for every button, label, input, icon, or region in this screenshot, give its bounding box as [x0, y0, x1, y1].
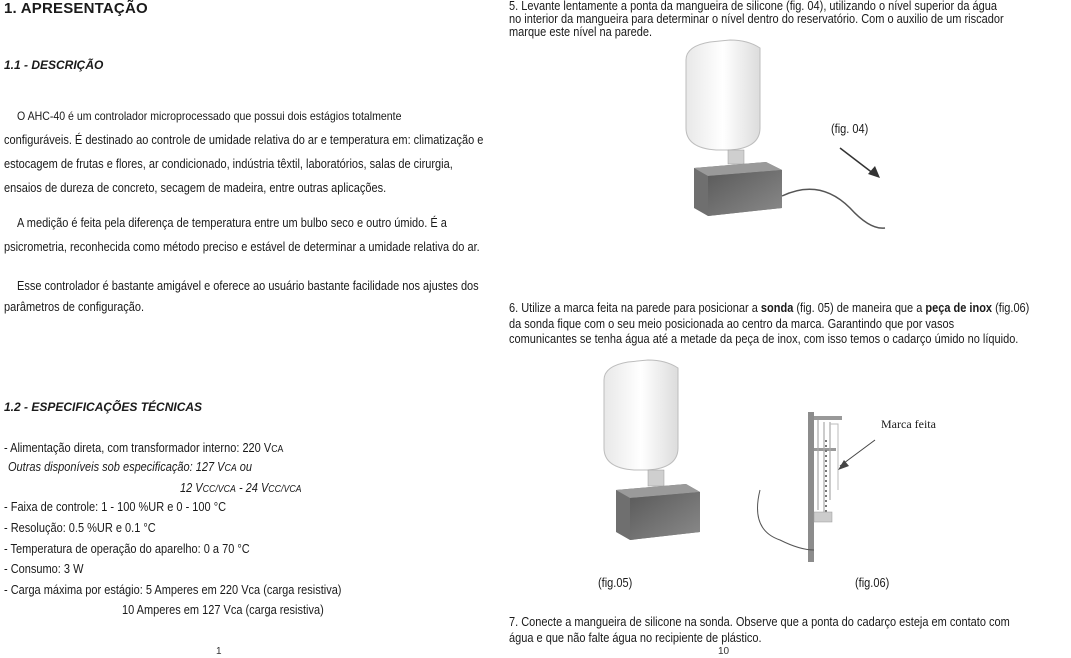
- text-line: A medição é feita pela diferença de temperatura entre um bulbo seco e outro úmido. É a: [17, 216, 447, 230]
- spec-load-220: - Carga máxima por estágio: 5 Amperes em 220 Vca (carga resistiva): [4, 583, 342, 597]
- friendly-continued: [4, 295, 163, 319]
- spec-operating-temp: - Temperatura de operação do aparelho: 0 a 70 °C: [4, 542, 250, 556]
- marca-feita-label: Marca feita: [881, 417, 936, 431]
- step-6-line-1: [509, 301, 1029, 315]
- page-title: 1. APRESENTAÇÃO: [4, 0, 148, 17]
- text: 6. Utilize a marca feita na parede para posicionar a: [509, 301, 761, 315]
- probe-frame: [830, 424, 838, 490]
- bold-text: peça de inox: [925, 301, 993, 315]
- spec-consumption: - Consumo: 3 W: [4, 562, 84, 576]
- spec-text: ou: [236, 460, 253, 474]
- step-5-paragraph: [509, 0, 1071, 39]
- unit-text: CC/VCA: [268, 484, 302, 495]
- description-continued: [4, 128, 549, 200]
- bottle-neck: [728, 150, 744, 164]
- block-side: [708, 170, 782, 216]
- section-heading-description: 1.1 - DESCRIÇÃO: [4, 58, 104, 72]
- spec-other-voltages: [8, 460, 252, 474]
- bottle-shape: [604, 360, 678, 470]
- text-line: psicrometria, reconhecida como método preciso e estável de determinar a umidade relativa do ar.: [4, 240, 480, 254]
- step-6-line-3: comunicantes se tenha água até a metade da peça de inox, com isso temos o cadarço úmido no líquido.: [509, 332, 1019, 346]
- arrow-head: [868, 166, 880, 178]
- clamp-top: [814, 416, 842, 420]
- spec-resolution: - Resolução: 0.5 %UR e 0.1 °C: [4, 521, 156, 535]
- text: (fig. 05) de maneira que a: [793, 301, 926, 315]
- bottle-neck: [648, 470, 664, 486]
- text-line: estocagem de frutas e flores, ar condicionado, indústria têxtil, laboratórios, salas de cirurgia,: [4, 157, 453, 171]
- sensor-rods: [818, 420, 830, 518]
- page-number-right: 10: [718, 646, 730, 657]
- description-paragraph: [17, 104, 454, 128]
- step-7-line-2: água e que não falte água no recipiente de plástico.: [509, 631, 762, 645]
- unit-text: CA: [271, 444, 284, 455]
- spec-text: - Alimentação direta, com transformador interno: 220 V: [4, 441, 272, 455]
- figure-06-caption: (fig.06): [855, 576, 890, 590]
- measurement-paragraph: [17, 211, 506, 235]
- text: (fig.06): [992, 301, 1030, 315]
- section-heading-specs: 1.2 - ESPECIFICAÇÕES TÉCNICAS: [4, 400, 203, 414]
- unit-text: CC/VCA: [202, 484, 236, 495]
- text-line: configuráveis. É destinado ao controle de umidade relativa do ar e temperatura em: climatização e: [4, 133, 484, 147]
- arrow-line: [840, 148, 874, 174]
- page-number-left: 1: [216, 646, 222, 657]
- spec-power: [4, 441, 283, 455]
- text-line: marque este nível na parede.: [509, 25, 653, 39]
- hose-line: [758, 490, 815, 550]
- bottle-shape: [686, 40, 760, 150]
- step-6-line-2: da sonda fique com o seu meio posicionada ao centro da marca. Garantindo que por vasos: [509, 317, 955, 331]
- spec-text: 12 V: [180, 481, 203, 495]
- bold-text: sonda: [760, 301, 794, 315]
- spec-text: Outras disponíveis sob especificação: 127 V: [8, 460, 225, 474]
- figure-05-caption: (fig.05): [598, 576, 633, 590]
- mark-arrow-head: [838, 460, 849, 470]
- measurement-continued: [4, 235, 545, 259]
- text-line: Esse controlador é bastante amigável e oferece ao usuário bastante facilidade nos ajustes dos: [17, 279, 479, 293]
- spec-text: - 24 V: [235, 481, 269, 495]
- figure-04-illustration: [670, 38, 930, 238]
- text-line: ensaios de dureza de concreto, secagem de madeira, entre outras aplicações.: [4, 181, 387, 195]
- step-7-line-1: 7. Conecte a mangueira de silicone na sonda. Observe que a ponta do cadarço esteja em contato com: [509, 615, 1010, 629]
- text-line: no interior da mangueira para determinar o nível dentro do reservatório. Com o auxilio de um riscador: [509, 12, 1004, 26]
- text-line: O AHC-40 é um controlador microprocessado que possui dois estágios totalmente: [17, 109, 402, 123]
- text-line: 5. Levante lentamente a ponta da mangueira de silicone (fig. 04), utilizando o nível superior da água: [509, 0, 997, 13]
- spec-load-127: 10 Amperes em 127 Vca (carga resistiva): [122, 603, 324, 617]
- figure-04-caption: (fig. 04): [831, 122, 869, 136]
- block-side: [630, 492, 700, 540]
- wall-plate: [808, 412, 814, 562]
- unit-text: CA: [224, 463, 237, 474]
- hose-line: [782, 189, 885, 228]
- text-line: parâmetros de configuração.: [4, 300, 145, 314]
- spec-dc-voltages: [180, 481, 302, 495]
- inox-piece: [814, 512, 832, 522]
- spec-range: - Faixa de controle: 1 - 100 %UR e 0 - 100 °C: [4, 500, 227, 514]
